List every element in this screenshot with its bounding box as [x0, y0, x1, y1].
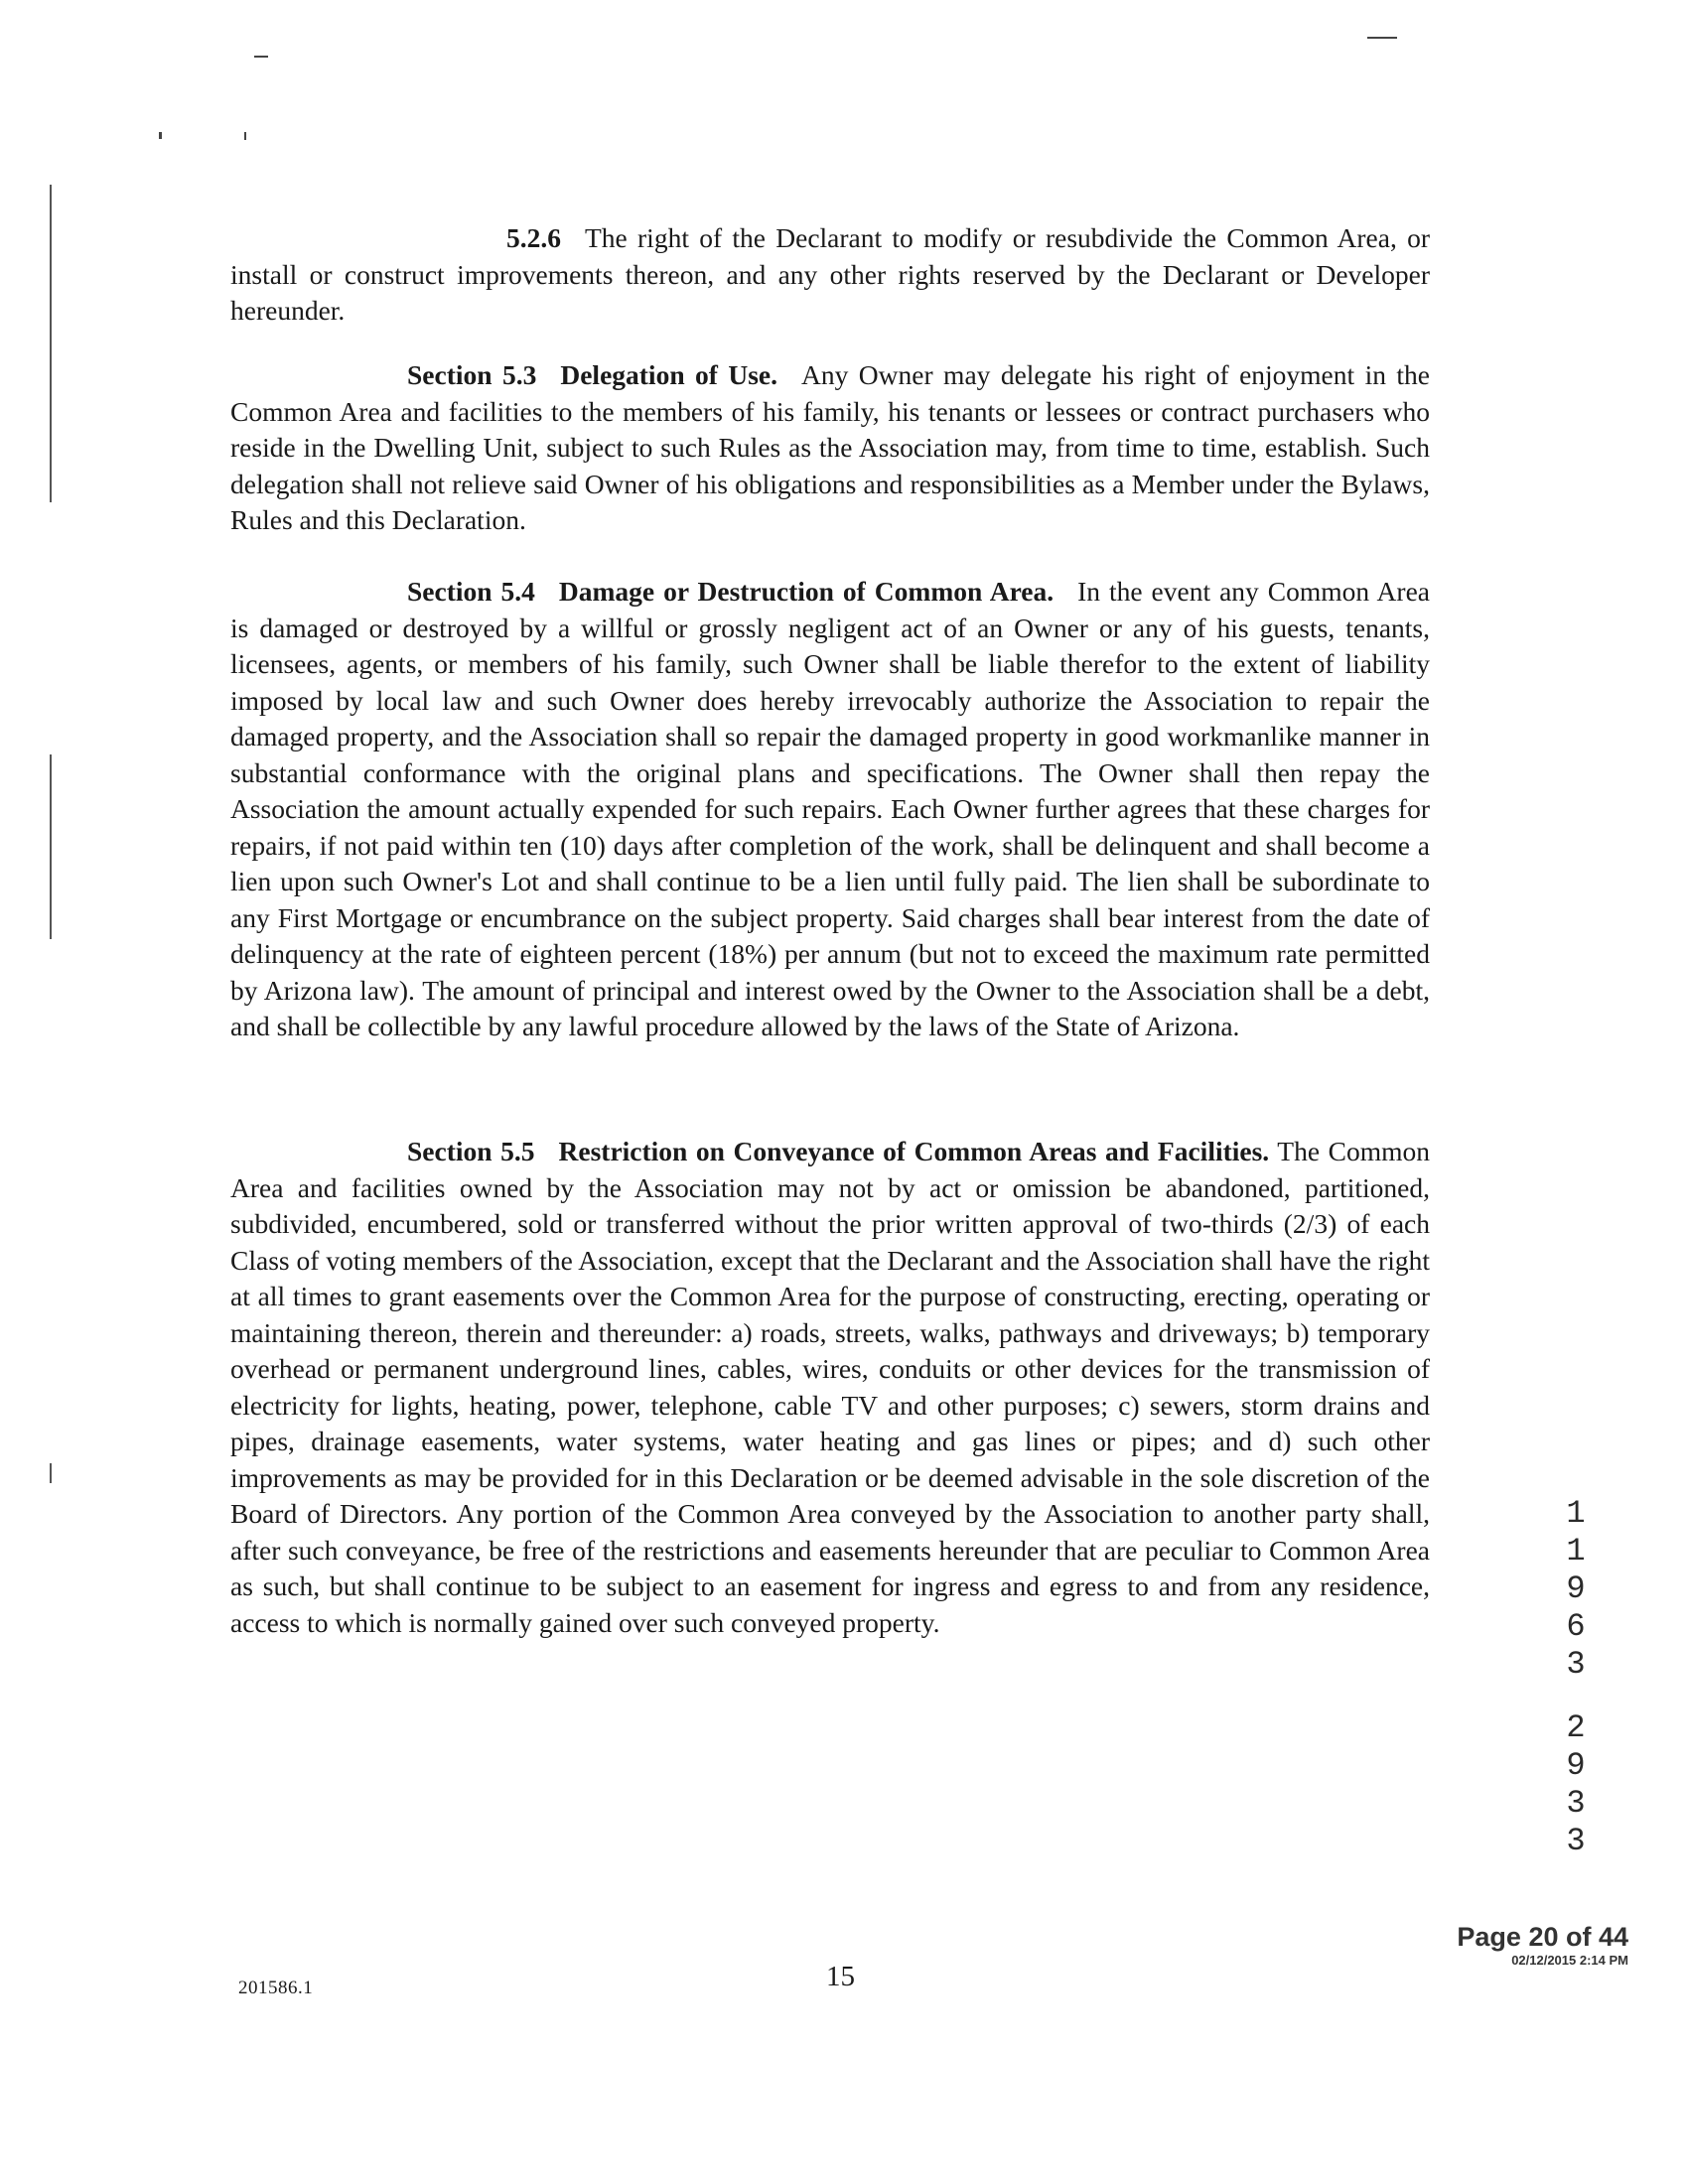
- margin-line: [50, 185, 52, 502]
- section-5-5-title: Restriction on Conveyance of Common Areas and Facilities.: [558, 1136, 1270, 1166]
- margin-line: [50, 754, 52, 939]
- scan-mark-dot: [244, 132, 246, 140]
- recording-digit: 3: [1566, 1646, 1586, 1683]
- recording-digit: 3: [1566, 1823, 1586, 1859]
- recording-digit: 9: [1566, 1570, 1586, 1607]
- section-5-3: [230, 357, 1430, 539]
- section-5-3-label: Section 5.3: [407, 359, 537, 390]
- section-5-3-title: Delegation of Use.: [560, 359, 778, 390]
- section-5-4-label: Section 5.4: [407, 576, 535, 607]
- stamp-datetime: 02/12/2015 2:14 PM: [1511, 1953, 1628, 1968]
- scan-mark-dot: [159, 132, 162, 139]
- section-5-5-label: Section 5.5: [407, 1136, 535, 1166]
- scan-mark-top-right: [1367, 37, 1397, 39]
- recording-digit: 1: [1566, 1495, 1586, 1532]
- section-5-2-6-number: 5.2.6: [506, 222, 561, 253]
- section-5-4-text: In the event any Common Area is damaged or destroyed by a willful or grossly negligent act of an Owner or any of his guests, tenants, licensees, agents, or members of his family, such Owner shall be liable therefor to the extent of liability imposed by local law and such Owner does hereby irrevocably authorize the Association to repair the damaged property, and the Association shall so repair the damaged property in good workmanlike manner in substantial conformance with the original plans and specifications. The Owner shall then repay the Association the amount actually expended for such repairs. Each Owner further agrees that these charges for repairs, if not paid within ten (10) days after completion of the work, shall be delinquent and shall become a lien upon such Owner's Lot and shall continue to be a lien until fully paid. The lien shall be subordinate to any First Mortgage or encumbrance on the subject property. Said charges shall bear interest from the date of delinquency at the rate of eighteen percent (18%) per annum (but not to exceed the maximum rate permitted by Arizona law). The amount of principal and interest owed by the Owner to the Association shall be a debt, and shall be collectible by any lawful procedure allowed by the laws of the State of Arizona.: [230, 576, 1430, 1041]
- recording-digit: 6: [1566, 1608, 1586, 1645]
- recording-number: [1561, 1495, 1591, 1860]
- section-5-3-text: Any Owner may delegate his right of enjoyment in the Common Area and facilities to the members of his family, his tenants or lessees or contract purchasers who reside in the Dwelling Unit, subject to such Rules as the Association may, from time to time, establish. Such delegation shall not relieve said Owner of his obligations and responsibilities as a Member under the Bylaws, Rules and this Declaration.: [230, 359, 1430, 535]
- recording-digit: 3: [1566, 1785, 1586, 1822]
- footer-page-number: 15: [826, 1961, 855, 1992]
- section-5-4: [230, 574, 1430, 1045]
- section-5-2-6: [230, 220, 1430, 330]
- scan-mark-top-left: [254, 56, 268, 58]
- section-5-5-text: The Common Area and facilities owned by the Association may not by act or omission be abandoned, partitioned, subdivided, encumbered, sold or transferred without the prior written approval of two-thirds (2/3) of each Class of voting members of the Association, except that the Declarant and the Association shall have the right at all times to grant easements over the Common Area for the purpose of constructing, erecting, operating or maintaining thereon, therein and thereunder: a) roads, streets, walks, pathways and driveways; b) temporary overhead or permanent underground lines, cables, wires, conduits or other devices for the transmission of electricity for lights, heating, power, telephone, cable TV and other purposes; c) sewers, storm drains and pipes, drainage easements, water systems, water heating and gas lines or pipes; and d) such other improvements as may be provided for in this Declaration or be deemed advisable in the sole discretion of the Board of Directors. Any portion of the Common Area conveyed by the Association to another party shall, after such conveyance, be free of the restrictions and easements hereunder that are peculiar to Common Area as such, but shall continue to be subject to an easement for ingress and egress to and from any residence, access to which is normally gained over such conveyed property.: [230, 1136, 1430, 1638]
- recording-digit: 9: [1566, 1747, 1586, 1784]
- stamp-page-label: Page 20 of 44: [1457, 1922, 1628, 1952]
- recording-digit: 1: [1566, 1533, 1586, 1570]
- section-5-4-title: Damage or Destruction of Common Area.: [558, 576, 1055, 607]
- margin-line: [50, 1463, 52, 1483]
- footer-doc-id: 201586.1: [238, 1978, 314, 1998]
- section-5-5: [230, 1134, 1430, 1641]
- section-5-2-6-text: The right of the Declarant to modify or resubdivide the Common Area, or install or construct improvements thereon, and any other rights reserved by the Declarant or Developer hereunder.: [230, 222, 1430, 326]
- recorder-stamp: [1457, 1922, 1628, 1968]
- recording-digit: 2: [1566, 1709, 1586, 1746]
